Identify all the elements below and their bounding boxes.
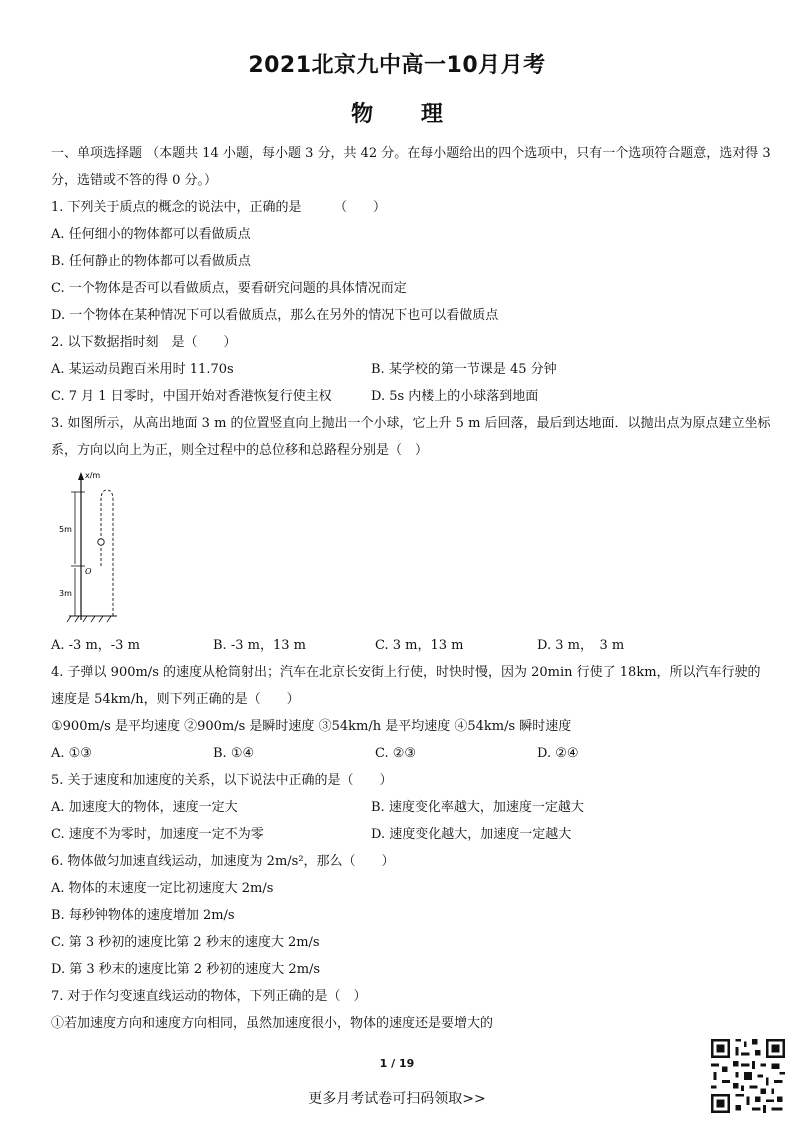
q6-option-a: A. 物体的末速度一定比初速度大 2m/s: [51, 881, 274, 896]
q3-figure: [51, 464, 771, 632]
q3-option-b: B. -3 m，13 m: [213, 638, 306, 653]
q2-options-row-1: [51, 356, 771, 383]
q5-option-d: D. 速度变化越大，加速度一定越大: [371, 827, 572, 842]
q1-option-c: C. 一个物体是否可以看做质点，要看研究问题的具体情况而定: [51, 281, 407, 296]
q4-option-b: B. ①④: [213, 746, 255, 761]
section-heading: 一、单项选择题 （本题共 14 小题，每小题 3 分，共 42 分。在每小题给出的四个选项中，只有一个选项符合题意，选对得 3 分，选错或不答的得 0 分。）: [51, 146, 771, 188]
q5-options-row-1: [51, 794, 771, 821]
q4-options-row: [51, 740, 771, 767]
q2-option-c: C. 7 月 1 日零时，中国开始对香港恢复行使主权: [51, 389, 332, 404]
q6-option-c: C. 第 3 秒初的速度比第 2 秒末的速度大 2m/s: [51, 935, 320, 950]
q2-option-b: B. 某学校的第一节课是 45 分钟: [371, 362, 557, 377]
q1-option-d: D. 一个物体在某种情况下可以看做质点，那么在另外的情况下也可以看做质点: [51, 308, 499, 323]
dim-5m-label: 5m: [59, 525, 72, 534]
subject-char-2: 理: [420, 102, 443, 127]
subject-char-1: 物: [351, 102, 374, 127]
exam-content: [51, 140, 771, 1037]
q2-option-d: D. 5s 内楼上的小球落到地面: [371, 389, 539, 404]
q2-stem: 2. 以下数据指时刻 是（ ）: [51, 335, 237, 350]
q5-option-b: B. 速度变化率越大，加速度一定越大: [371, 800, 584, 815]
q5-options-row-2: [51, 821, 771, 848]
trajectory-path: [101, 490, 113, 616]
q3-stem: 3. 如图所示，从高出地面 3 m 的位置竖直向上抛出一个小球，它上升 5 m 后回落，最后到达地面．以抛出点为原点建立坐标系，方向以向上为正，则全过程中的总位移和总路程分别是（ ）: [51, 416, 771, 458]
origin-label: O: [85, 567, 92, 576]
q6-option-b: B. 每秒钟物体的速度增加 2m/s: [51, 908, 235, 923]
q5-option-a: A. 加速度大的物体，速度一定大: [51, 800, 238, 815]
q4-stem: 4. 子弹以 900m/s 的速度从枪筒射出；汽车在北京长安街上行使，时快时慢，因为 20min 行使了 18km，所以汽车行驶的速度是 54km/h，则下列正确的是（ ）: [51, 665, 761, 707]
q7-stem: 7. 对于作匀变速直线运动的物体，下列正确的是（ ）: [51, 989, 367, 1004]
q5-option-c: C. 速度不为零时，加速度一定不为零: [51, 827, 264, 842]
q3-options-row: [51, 632, 771, 659]
q3-option-a: A. -3 m，-3 m: [51, 638, 140, 653]
q5-stem: 5. 关于速度和加速度的关系，以下说法中正确的是（ ）: [51, 773, 393, 788]
q3-diagram: [55, 470, 135, 630]
q7-item-1: ①若加速度方向和速度方向相同，虽然加速度很小，物体的速度还是要增大的: [51, 1016, 494, 1031]
q3-option-c: C. 3 m，13 m: [375, 638, 464, 653]
q2-options-row-2: [51, 383, 771, 410]
subject-title: [0, 97, 794, 128]
footer-note[interactable]: 更多月考试卷可扫码领取>>: [308, 1091, 486, 1107]
q4-items: ①900m/s 是平均速度 ②900m/s 是瞬时速度 ③54km/h 是平均速度 ④54km/s 瞬时速度: [51, 719, 572, 734]
page-number: 1 / 19: [379, 1057, 415, 1070]
q1-option-a: A. 任何细小的物体都可以看做质点: [51, 227, 251, 242]
q1-option-b: B. 任何静止的物体都可以看做质点: [51, 254, 251, 269]
q4-option-c: C. ②③: [375, 746, 417, 761]
q6-stem: 6. 物体做匀加速直线运动，加速度为 2m/s²，那么（ ）: [51, 854, 395, 869]
q2-option-a: A. 某运动员跑百米用时 11.70s: [51, 362, 234, 377]
q1-stem: 1. 下列关于质点的概念的说法中，正确的是 （ ）: [51, 200, 387, 215]
q4-option-a: A. ①③: [51, 746, 92, 761]
ball-icon: [98, 539, 104, 545]
q3-option-d: D. 3 m， 3 m: [537, 638, 625, 653]
x-axis-arrow-icon: [78, 472, 84, 480]
qr-code-icon[interactable]: [708, 1036, 788, 1116]
ground-hatch: [67, 616, 111, 622]
page-title: 2021北京九中高一10月月考: [248, 53, 546, 78]
q6-option-d: D. 第 3 秒末的速度比第 2 秒初的速度大 2m/s: [51, 962, 321, 977]
q4-option-d: D. ②④: [537, 746, 579, 761]
dim-3m-label: 3m: [59, 589, 72, 598]
x-axis-label: x/m: [85, 471, 101, 480]
